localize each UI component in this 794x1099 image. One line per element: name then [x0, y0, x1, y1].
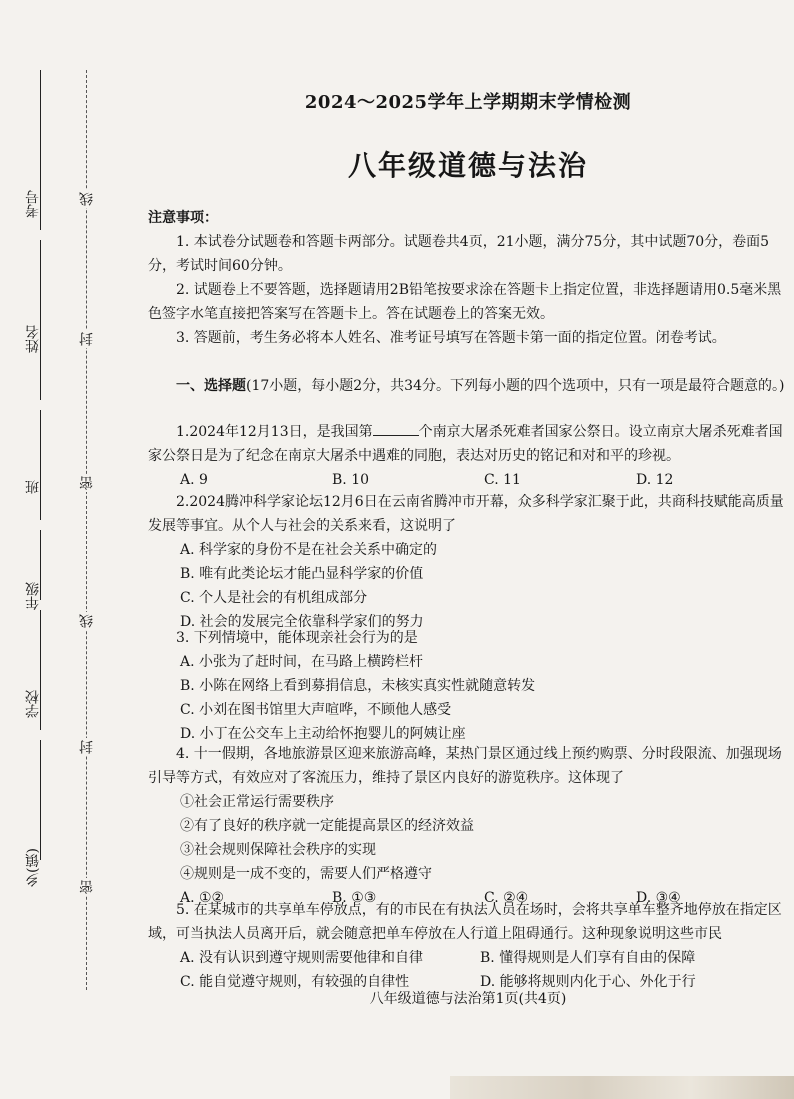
note-item: 1. 本试卷分试题卷和答题卡两部分。试题卷共4页，21小题，满分75分，其中试题70分，卷面5分，考试时间60分钟。: [148, 234, 770, 274]
option: A. 科学家的身份不是在社会关系中确定的: [180, 542, 438, 558]
q3-options: [148, 650, 788, 746]
note-item: 3. 答题前，考生务必将本人姓名、准考证号填写在答题卡第一面的指定位置。闭卷考试。: [176, 330, 726, 346]
section-title: 一、选择题: [176, 378, 246, 394]
section-desc: (17小题，每小题2分，共34分。下列每小题的四个选项中，只有一项是最符合题意的。): [246, 378, 785, 394]
option: D. 社会的发展完全依靠科学家们的努力: [180, 614, 424, 630]
q4-items: [148, 790, 788, 886]
option: D. ③④: [636, 890, 681, 906]
option: C. ②④: [484, 890, 529, 906]
option: D. 小丁在公交车上主动给怀抱婴儿的阿姨让座: [180, 726, 466, 742]
scan-artifact: [450, 1076, 794, 1099]
option: A. 小张为了赶时间，在马路上横跨栏杆: [180, 654, 424, 670]
option: C. 11: [484, 472, 521, 488]
q2-options: [148, 538, 788, 634]
question-5: [148, 898, 788, 994]
seal-char-4: 线: [79, 614, 95, 628]
class-line: [40, 410, 41, 520]
option: D. 12: [636, 472, 674, 488]
town-line: [40, 740, 41, 860]
q1-stem-a: 1.2024年12月13日，是我国第: [176, 424, 373, 440]
option: C. 小刘在图书馆里大声喧哗，不顾他人感受: [180, 702, 452, 718]
option: B. 唯有此类论坛才能凸显科学家的价值: [180, 566, 424, 582]
q1-options: [148, 468, 788, 492]
town-label: 乡(镇): [25, 848, 41, 887]
option: C. 个人是社会的有机组成部分: [180, 590, 368, 606]
q5-options-row1: [148, 946, 788, 970]
question-3: [148, 626, 788, 746]
question-4: [148, 742, 788, 910]
seal-char-5: 封: [79, 740, 95, 754]
q5-stem: 5. 在某城市的共享单车停放点，有的市民在有执法人员在场时，会将共享单车整齐地停放在指定区域，可当执法人员离开后，就会随意把单车停放在人行道上阻碍通行。这种现象说明这些市民: [148, 902, 782, 942]
statement-item: ③社会规则保障社会秩序的实现: [180, 842, 376, 858]
page-footer: 八年级道德与法治第1页(共4页): [369, 991, 567, 1007]
exam-title: 八年级道德与法治: [347, 149, 588, 182]
option: B. 10: [332, 472, 370, 488]
q1-stem-b: 个南京大屠杀死难者国家公祭日。设立南京大屠杀死难者国家公祭日是为了纪念在南京大屠杀中遇难的同胞，表达对历史的铭记和对和平的珍视。: [148, 424, 783, 464]
exam-subtitle: 2024～2025学年上学期期末学情检测: [304, 92, 632, 113]
option: A. ①②: [180, 890, 225, 906]
notes-heading: 注意事项：: [148, 210, 218, 226]
cut-line: [86, 70, 87, 990]
question-1: [148, 420, 788, 492]
notes-body: [148, 230, 788, 350]
note-item: 2. 试题卷上不要答题，选择题请用2B铅笔按要求涂在答题卡上指定位置，非选择题请用0.5毫米黑色签字水笔直接把答案写在答题卡上。答在试题卷上的答案无效。: [148, 282, 782, 322]
seal-char-3: 密: [79, 476, 95, 490]
q4-stem: 4. 十一假期，各地旅游景区迎来旅游高峰，某热门景区通过线上预约购票、分时段限流、加强现场引导等方式，有效应对了客流压力，维持了景区内良好的游览秩序。这体现了: [148, 746, 782, 786]
statement-item: ④规则是一成不变的，需要人们严格遵守: [180, 866, 432, 882]
seal-char-6: 密: [79, 880, 95, 894]
q2-stem: 2.2024腾冲科学家论坛12月6日在云南省腾冲市开幕，众多科学家汇聚于此，共商科技赋能高质量发展等事宜。从个人与社会的关系来看，这说明了: [148, 494, 784, 534]
exam-no-label: 考号: [25, 190, 41, 218]
q3-stem: 3. 下列情境中，能体现亲社会行为的是: [176, 630, 418, 646]
option: D. 能够将规则内化于心、外化于行: [480, 974, 696, 990]
option: A. 9: [180, 472, 208, 488]
q1-blank: [373, 421, 419, 436]
option: B. 懂得规则是人们享有自由的保障: [480, 950, 696, 966]
question-2: [148, 490, 788, 634]
statement-item: ②有了良好的秩序就一定能提高景区的经济效益: [180, 818, 474, 834]
seal-char-1: 线: [79, 192, 95, 206]
section-heading: [148, 374, 788, 398]
grade-label: 年级: [25, 582, 41, 610]
option: C. 能自觉遵守规则，有较强的自律性: [180, 974, 410, 990]
option: B. 小陈在网络上看到募捐信息，未核实真实性就随意转发: [180, 678, 536, 694]
option: B. ①③: [332, 890, 377, 906]
name-label: 姓名: [25, 325, 41, 353]
name-line: [40, 240, 41, 400]
class-label: 班: [25, 480, 41, 494]
seal-char-2: 封: [79, 332, 95, 346]
statement-item: ①社会正常运行需要秩序: [180, 794, 334, 810]
option: A. 没有认识到遵守规则需要他律和自律: [180, 950, 424, 966]
binding-margin: [0, 0, 110, 1099]
school-label: 学校: [25, 690, 41, 718]
